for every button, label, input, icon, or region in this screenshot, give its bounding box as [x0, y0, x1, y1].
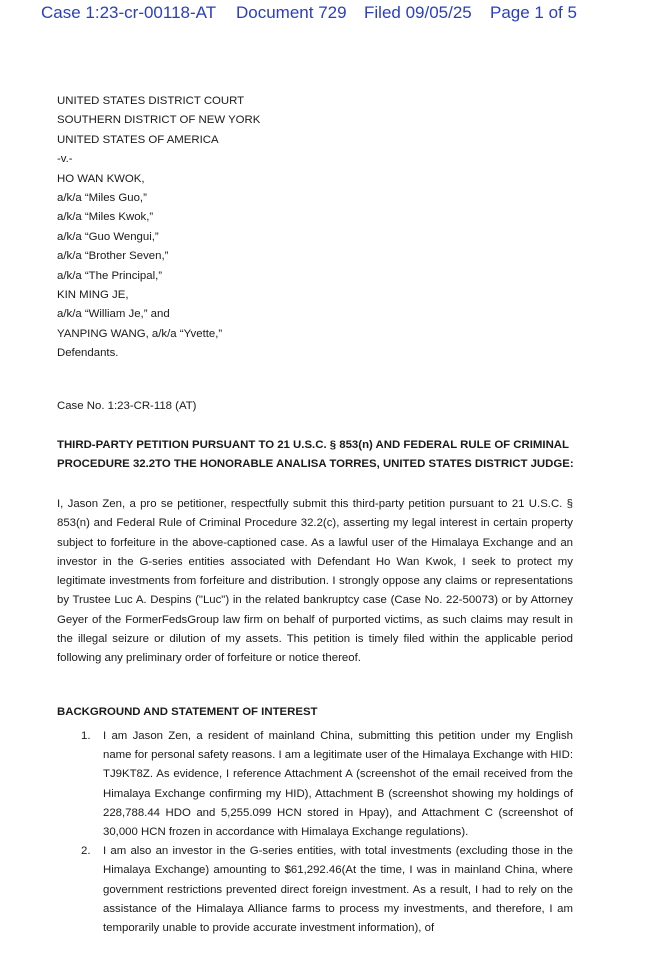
caption-line: SOUTHERN DISTRICT OF NEW YORK: [57, 114, 261, 127]
case-number: Case No. 1:23-CR-118 (AT): [57, 400, 197, 412]
title-line: PROCEDURE 32.2TO THE HONORABLE ANALISA TORRES, UNITED STATES DISTRICT JUDGE:: [57, 458, 574, 470]
item-text: I am Jason Zen, a resident of mainland China, submitting this petition under my English name for personal safety reasons. I am a legitimate user of the Himalaya Exchange with HID: TJ9KT8Z. As evidence, I reference Attachment A (screenshot of the email received from the Himalaya Exchange confirming my HID), Attachment B (screenshot showing my holdings of 228,788.44 HDO and 5,255.099 HCN stored in Hpay), and Attachment C (screenshot of 30,000 HCN frozen in accordance with Himalaya Exchange regulations).: [103, 730, 573, 839]
caption-line: a/k/a “William Je,” and: [57, 308, 170, 321]
caption-line: YANPING WANG, a/k/a “Yvette,”: [57, 327, 223, 340]
case-caption: [57, 92, 260, 364]
filed-date-header: Filed 09/05/25: [364, 3, 472, 22]
petition-title: [57, 436, 577, 474]
caption-line: UNITED STATES OF AMERICA: [57, 133, 219, 146]
numbered-list: [57, 727, 573, 938]
intro-paragraph: I, Jason Zen, a pro se petitioner, respectfully submit this third-party petition pursuant to 21 U.S.C. § 853(n) and Federal Rule of Criminal Procedure 32.2(c), asserting my legal interest in certain property subject to forfeiture in the above-captioned case. As a lawful user of the Himalaya Exchange and an investor in the G-series entities associated with Defendant Ho Wan Kwok, I seek to protect my legitimate investments from forfeiture and distribution. I strongly oppose any claims or representations by Trustee Luc A. Despins ("Luc") in the related bankruptcy case (Case No. 22-50073) or by Attorney Geyer of the FormerFedsGroup law firm on behalf of purported victims, as such claims may result in the illegal seizure or dilution of my assets. This petition is timely filed within the applicable period following any preliminary order of forfeiture or notice thereof.: [57, 498, 573, 665]
section-heading: BACKGROUND AND STATEMENT OF INTEREST: [57, 706, 318, 718]
caption-line: HO WAN KWOK,: [57, 172, 145, 185]
caption-line: KIN MING JE,: [57, 289, 129, 302]
item-text: I am also an investor in the G-series entities, with total investments (excluding those in the Himalaya Exchange) amounting to $61,292.46(At the time, I was in mainland China, where government restrictions prevented direct foreign investment. As a result, I had to rely on the assistance of the Himalaya Alliance farms to process my investments, and therefore, I am temporarily unable to provide accurate investment information), of: [103, 845, 573, 935]
document-number-header: Document 729: [236, 3, 347, 22]
list-item: [57, 727, 573, 842]
caption-line: a/k/a “Miles Guo,”: [57, 192, 147, 205]
caption-line: a/k/a “Guo Wengui,”: [57, 230, 159, 243]
list-item: [57, 842, 573, 938]
caption-line: a/k/a “Brother Seven,”: [57, 250, 169, 263]
item-number: 1.: [81, 730, 91, 742]
case-number-header: Case 1:23-cr-00118-AT: [41, 3, 217, 22]
caption-line: UNITED STATES DISTRICT COURT: [57, 95, 245, 107]
title-line: THIRD-PARTY PETITION PURSUANT TO 21 U.S.C. § 853(n) AND FEDERAL RULE OF CRIMINAL: [57, 439, 569, 451]
case-header: [0, 3, 660, 25]
item-number: 2.: [81, 845, 91, 858]
page-count-header: Page 1 of 5: [490, 3, 577, 22]
caption-line: a/k/a “Miles Kwok,”: [57, 211, 154, 224]
caption-line: a/k/a “The Principal,”: [57, 269, 163, 282]
caption-line: Defendants.: [57, 347, 119, 360]
caption-line: -v.-: [57, 153, 73, 166]
